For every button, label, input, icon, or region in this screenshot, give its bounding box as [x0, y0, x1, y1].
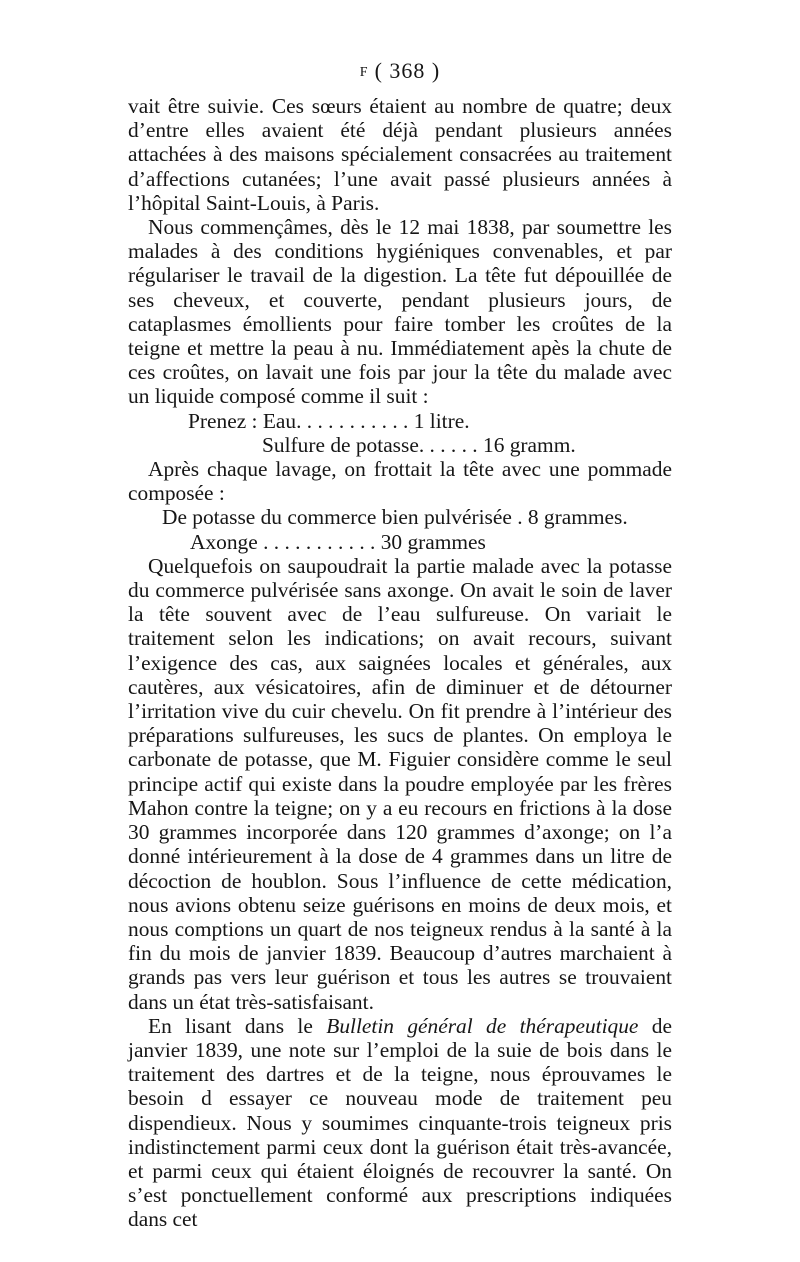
paragraph-treatment-start: Nous commençâmes, dès le 12 mai 1838, par soumettre les malades à des conditions hygiéniques convenables, et par régulariser le travail de la digestion. La tête fut dépouillée de ses cheveux, et couverte, pendant plusieurs jours, de cataplasmes émollients pour faire tomber les croûtes de la teigne et mettre la peau à nu. Immédiatement apès la chute de ces croûtes, on lavait une fois par jour la tête du malade avec un liquide composé comme il suit : [128, 215, 672, 409]
paragraph-results: Quelquefois on saupoudrait la partie malade avec la potasse du commerce pulvérisée sans axonge. On avait le soin de laver la tête souvent avec de l’eau sulfureuse. On variait le traitement selon les indications; on avait recours, suivant l’exigence des cas, aux saignées locales et générales, aux cautères, aux vésicatoires, afin de diminuer et de détourner l’irritation vive du cuir chevelu. On fit prendre à l’intérieur des préparations sulfureuses, les sucs de plantes. On employa le carbonate de potasse, que M. Figuier considère comme le seul principe actif qui existe dans la poudre employée par les frères Mahon contre la teigne; on y a eu recours en frictions à la dose 30 grammes incorporée dans 120 grammes d’axonge; on l’a donné intérieurement à la dose de 4 grammes dans un litre de décoction de houblon. Sous l’influence de cette médication, nous avions obtenu seize guérisons en moins de deux mois, et nous comptions un quart de nos teigneux rendus à la santé à la fin du mois de janvier 1839. Beaucoup d’autres marchaient à grands pas vers leur guérison et tous les autres se trouvaient dans un état très-satisfaisant. [128, 553, 672, 1014]
paragraph-ointment: Après chaque lavage, on frottait la tête avec une pommade composée : [128, 457, 672, 506]
recipe-line-water: Prenez : Eau. . . . . . . . . . . 1 litre. [188, 408, 470, 433]
page-number: ( 368 ) [374, 58, 441, 83]
recipe-line-axonge: Axonge . . . . . . . . . . . 30 grammes [190, 529, 486, 554]
paragraph-soot-rest: de janvier 1839, une note sur l’emploi de la suie de bois dans le traitement des dartres et de la teigne, nous éprouvames le besoin d essayer ce nouveau mode de traitement peu dispendieux. Nous y soumimes cinquante-trois teigneux pris indistinctement parmi ceux dont la guérison était très-avancée, et parmi ceux qui étaient éloignés de recouvrer la santé. On s’est ponctuellement conformé aux prescriptions indiquées dans cet [128, 1013, 672, 1232]
bulletin-title: Bulletin général de thérapeutique [326, 1013, 639, 1038]
page-header [0, 58, 800, 84]
paragraph-soot-treatment [128, 1014, 672, 1232]
recipe-line-potash: De potasse du commerce bien pulvérisée . 8 grammes. [162, 505, 628, 530]
paragraph-continuation: vait être suivie. Ces sœurs étaient au nombre de quatre; deux d’entre elles avaient été déjà pendant plusieurs années attachées à des maisons spécialement consacrées au traitement d’affections cutanées; l’une avait passé plusieurs années à l’hôpital Saint-Louis, à Paris. [128, 94, 672, 215]
recipe-line-sulfide: Sulfure de potasse. . . . . . 16 gramm. [262, 432, 576, 457]
page-body [128, 94, 672, 1232]
printer-mark: F [359, 65, 369, 80]
paragraph-soot-lead: En lisant dans le [148, 1013, 327, 1038]
